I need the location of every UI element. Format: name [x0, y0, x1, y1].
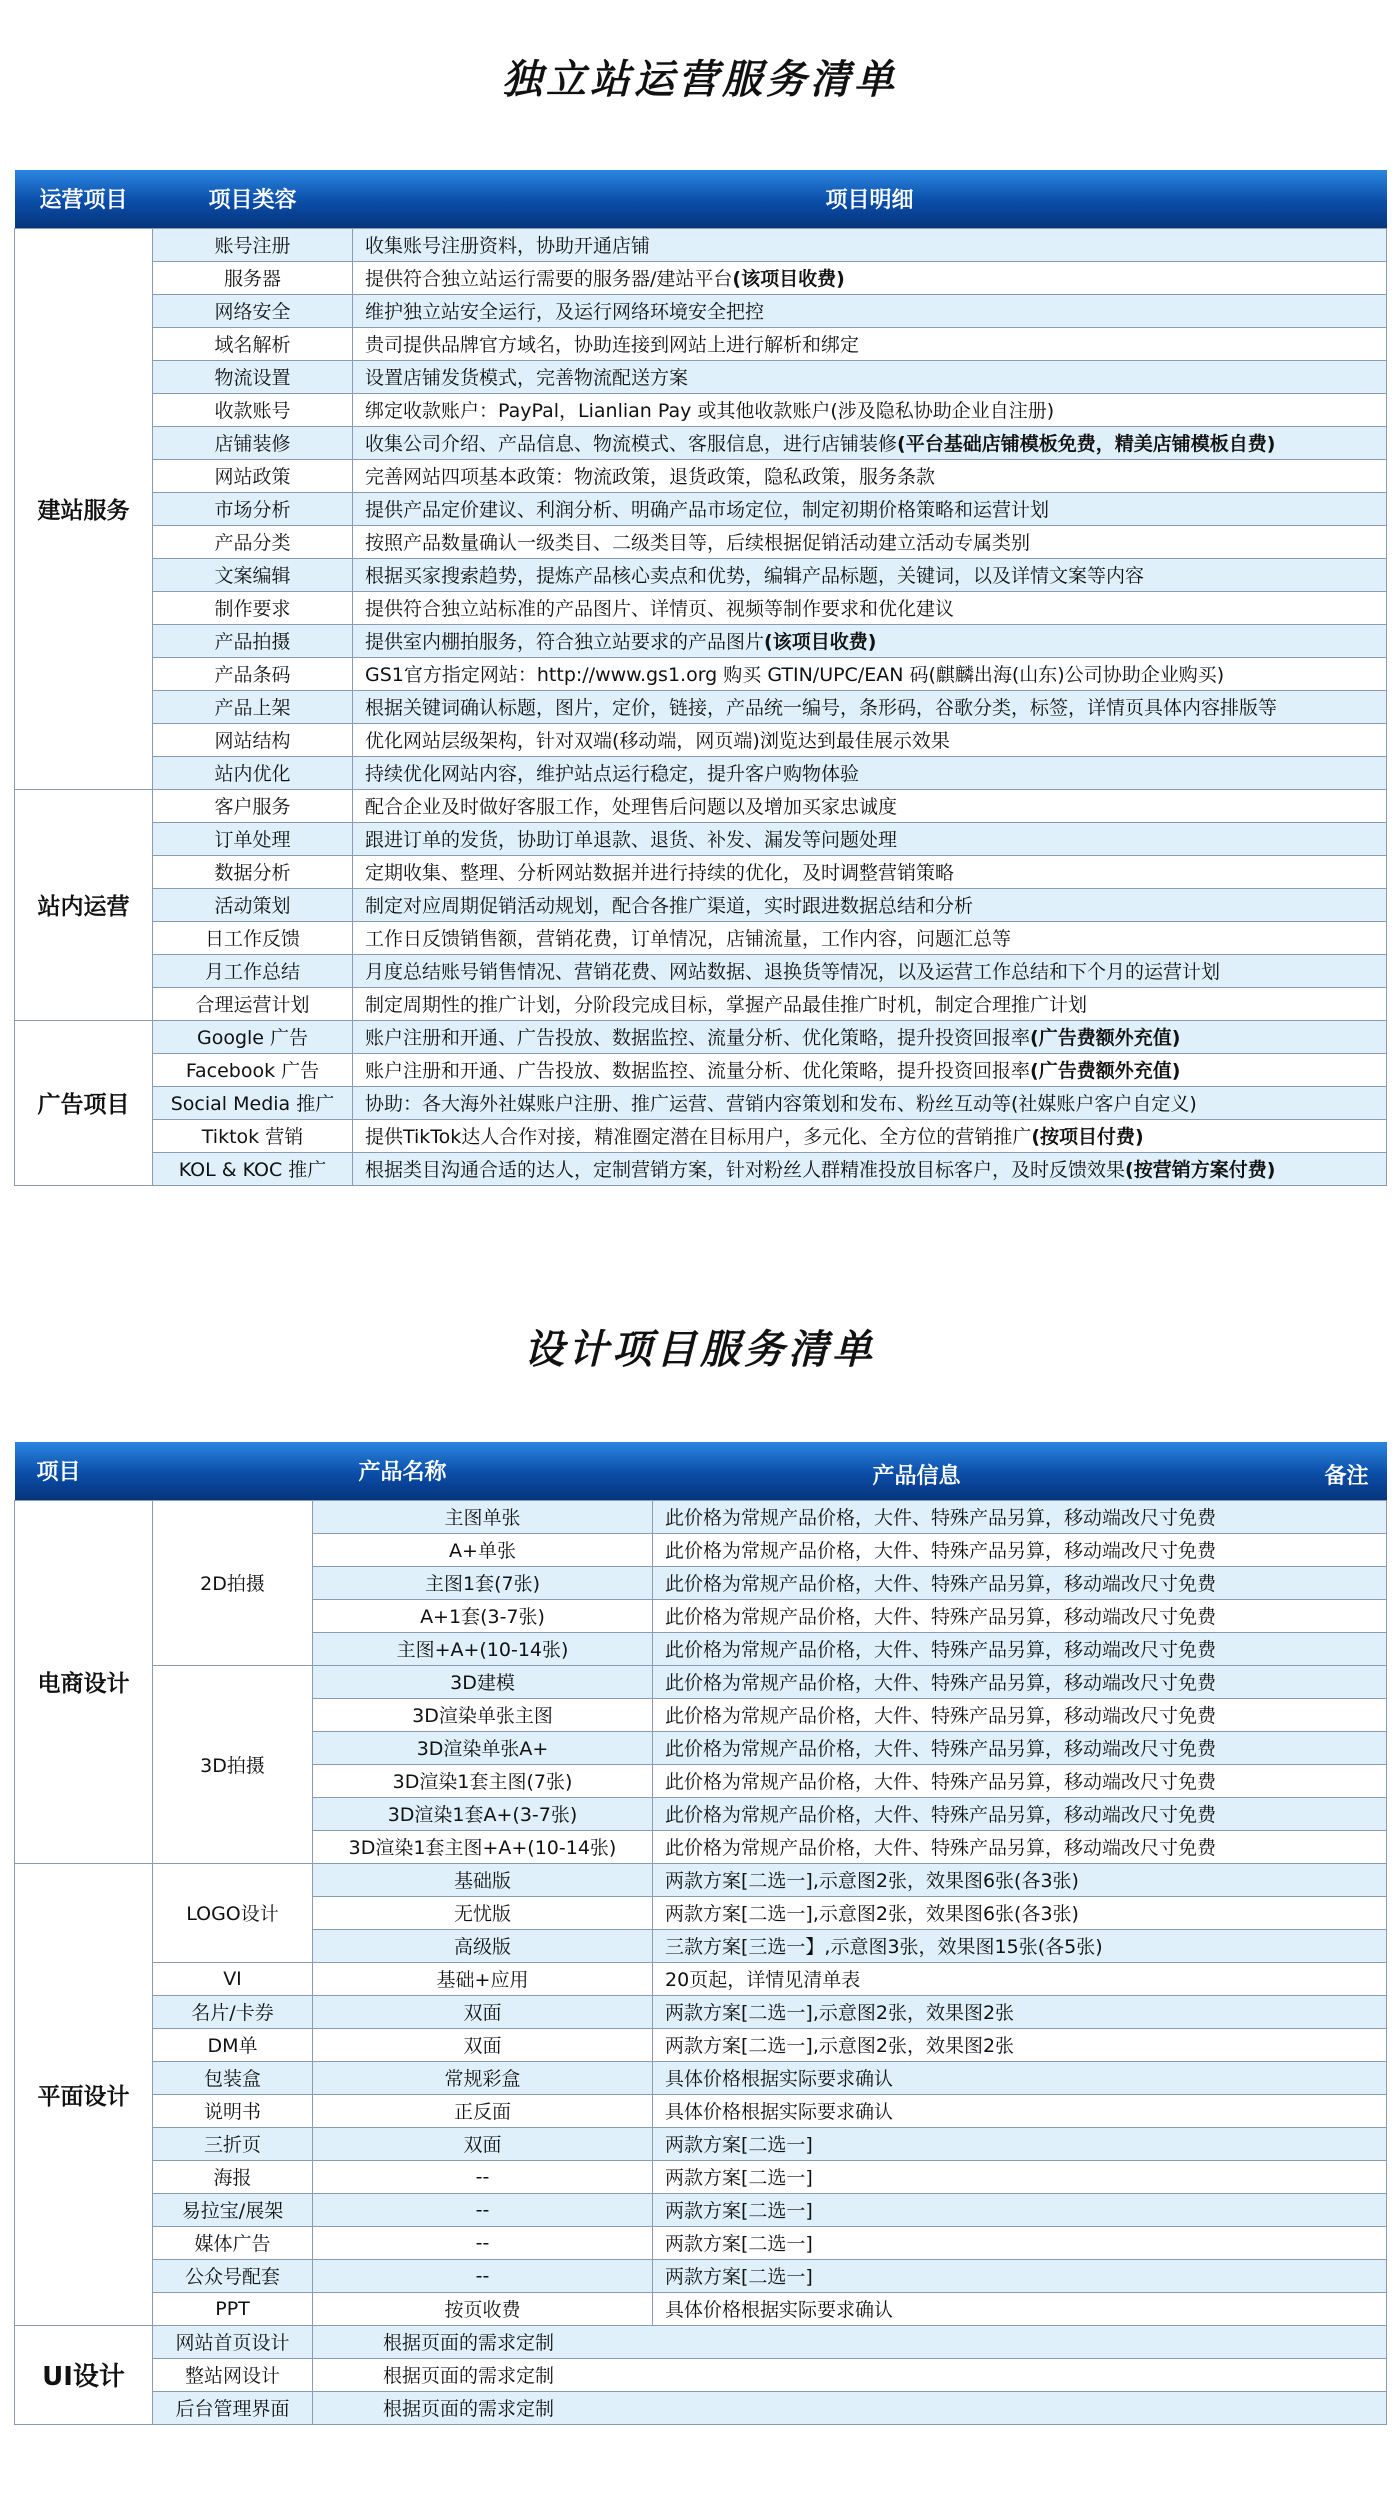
- table-row: [15, 1086, 1387, 1119]
- detail-emphasis: (按项目付费): [1031, 1126, 1144, 1148]
- header-project: 项目: [15, 1442, 153, 1500]
- detail-text: 设置店铺发货模式，完善物流配送方案: [365, 367, 689, 389]
- detail-cell: [353, 492, 1387, 525]
- item-cell: 收款账号: [153, 393, 353, 426]
- detail-text: 根据类目沟通合适的达人，定制营销方案，针对粉丝人群精准投放目标客户，及时反馈效果: [365, 1159, 1126, 1181]
- table-row: [15, 2193, 1387, 2226]
- info-cell: 两款方案[二选一],示意图2张，效果图6张(各3张): [653, 1863, 1387, 1896]
- table-row: [15, 1665, 1387, 1698]
- detail-cell: [353, 624, 1387, 657]
- design-service-table: [14, 1442, 1387, 2425]
- product-cell: 无忧版: [313, 1896, 653, 1929]
- table-row: [15, 822, 1387, 855]
- detail-cell: [353, 228, 1387, 261]
- detail-text: 维护独立站安全运行，及运行网络环境安全把控: [365, 301, 765, 323]
- table-row: [15, 2061, 1387, 2094]
- detail-cell: [353, 393, 1387, 426]
- table-row: [15, 360, 1387, 393]
- table-header-row: [15, 170, 1387, 228]
- product-cell: 高级版: [313, 1929, 653, 1962]
- detail-text: 提供产品定价建议、利润分析、明确产品市场定位，制定初期价格策略和运营计划: [365, 499, 1050, 521]
- category-cell: 电商设计: [15, 1500, 153, 1863]
- subcategory-cell: 后台管理界面: [153, 2391, 313, 2424]
- info-cell: 此价格为常规产品价格，大件、特殊产品另算，移动端改尺寸免费: [653, 1599, 1387, 1632]
- table-row: [15, 756, 1387, 789]
- detail-cell: [353, 822, 1387, 855]
- detail-emphasis: (该项目收费): [732, 268, 845, 290]
- product-cell: 3D渲染1套A+(3-7张): [313, 1797, 653, 1830]
- info-cell: 两款方案[二选一],示意图2张，效果图2张: [653, 2028, 1387, 2061]
- detail-text: 按照产品数量确认一级类目、二级类目等，后续根据促销活动建立活动专属类别: [365, 532, 1031, 554]
- product-cell: --: [313, 2259, 653, 2292]
- table-row: [15, 426, 1387, 459]
- detail-cell: [353, 1053, 1387, 1086]
- table-row: [15, 855, 1387, 888]
- detail-cell: [353, 921, 1387, 954]
- detail-text: 账户注册和开通、广告投放、数据监控、流量分析、优化策略，提升投资回报率: [365, 1027, 1031, 1049]
- info-cell: 此价格为常规产品价格，大件、特殊产品另算，移动端改尺寸免费: [653, 1632, 1387, 1665]
- table-row: [15, 2226, 1387, 2259]
- info-cell: 此价格为常规产品价格，大件、特殊产品另算，移动端改尺寸免费: [653, 1731, 1387, 1764]
- table-row: [15, 1119, 1387, 1152]
- item-cell: 物流设置: [153, 360, 353, 393]
- detail-cell: [353, 327, 1387, 360]
- detail-emphasis: (广告费额外充值): [1030, 1027, 1181, 1049]
- item-cell: 网站政策: [153, 459, 353, 492]
- item-cell: 站内优化: [153, 756, 353, 789]
- table-row: [15, 2094, 1387, 2127]
- category-cell: 平面设计: [15, 1863, 153, 2325]
- detail-cell: [353, 459, 1387, 492]
- detail-text: 账户注册和开通、广告投放、数据监控、流量分析、优化策略，提升投资回报率: [365, 1060, 1031, 1082]
- item-cell: Facebook 广告: [153, 1053, 353, 1086]
- table-row: [15, 1053, 1387, 1086]
- table-row: [15, 558, 1387, 591]
- detail-text: GS1官方指定网站：http://www.gs1.org 购买 GTIN/UPC/EAN 码(麒麟出海(山东)公司协助企业购买): [365, 664, 1225, 686]
- info-cell: 两款方案[二选一]: [653, 2259, 1387, 2292]
- info-cell: 此价格为常规产品价格，大件、特殊产品另算，移动端改尺寸免费: [653, 1533, 1387, 1566]
- product-cell: 3D渲染1套主图+A+(10-14张): [313, 1830, 653, 1863]
- info-cell: 此价格为常规产品价格，大件、特殊产品另算，移动端改尺寸免费: [653, 1566, 1387, 1599]
- info-cell: 三款方案[三选一】,示意图3张，效果图15张(各5张): [653, 1929, 1387, 1962]
- detail-cell: [353, 426, 1387, 459]
- info-cell: 此价格为常规产品价格，大件、特殊产品另算，移动端改尺寸免费: [653, 1830, 1387, 1863]
- detail-emphasis: (按营销方案付费): [1125, 1159, 1276, 1181]
- detail-text: 提供室内棚拍服务，符合独立站要求的产品图片: [365, 631, 765, 653]
- detail-text: 根据关键词确认标题，图片，定价，链接，产品统一编号，条形码，谷歌分类，标签，详情页具体内容排版等: [365, 697, 1278, 719]
- product-cell: --: [313, 2226, 653, 2259]
- table-row: [15, 492, 1387, 525]
- detail-cell: [353, 987, 1387, 1020]
- operation-list-title: 独立站运营服务清单: [502, 57, 898, 103]
- table-row: [15, 888, 1387, 921]
- detail-text: 收集公司介绍、产品信息、物流模式、客服信息，进行店铺装修: [365, 433, 898, 455]
- info-cell: 此价格为常规产品价格，大件、特殊产品另算，移动端改尺寸免费: [653, 1764, 1387, 1797]
- table-row: [15, 1152, 1387, 1185]
- table-row: [15, 690, 1387, 723]
- product-cell: 双面: [313, 2028, 653, 2061]
- detail-cell: [353, 591, 1387, 624]
- category-cell: UI设计: [15, 2325, 153, 2424]
- item-cell: Tiktok 营销: [153, 1119, 353, 1152]
- item-cell: Google 广告: [153, 1020, 353, 1053]
- product-cell: 正反面: [313, 2094, 653, 2127]
- table-row: [15, 2127, 1387, 2160]
- table-row: [15, 1020, 1387, 1053]
- operation-service-table: [14, 170, 1387, 1186]
- detail-text: 月度总结账号销售情况、营销花费、网站数据、退换货等情况，以及运营工作总结和下个月的运营计划: [365, 961, 1221, 983]
- detail-text: 根据买家搜索趋势，提炼产品核心卖点和优势，编辑产品标题，关键词，以及详情文案等内容: [365, 565, 1145, 587]
- info-cell: 两款方案[二选一],示意图2张，效果图6张(各3张): [653, 1896, 1387, 1929]
- table-row: [15, 2028, 1387, 2061]
- info-cell: 根据页面的需求定制: [313, 2358, 1387, 2391]
- product-cell: 双面: [313, 1995, 653, 2028]
- table-row: [15, 789, 1387, 822]
- detail-cell: [353, 789, 1387, 822]
- header-product-info-label: 产品信息: [872, 1464, 961, 1489]
- header-item-content: 项目类容: [153, 170, 353, 228]
- product-cell: 基础+应用: [313, 1962, 653, 1995]
- info-cell: 此价格为常规产品价格，大件、特殊产品另算，移动端改尺寸免费: [653, 1665, 1387, 1698]
- info-cell: 两款方案[二选一]: [653, 2160, 1387, 2193]
- info-cell: 此价格为常规产品价格，大件、特殊产品另算，移动端改尺寸免费: [653, 1698, 1387, 1731]
- subcategory-cell: 公众号配套: [153, 2259, 313, 2292]
- product-cell: 双面: [313, 2127, 653, 2160]
- detail-emphasis: (平台基础店铺模板免费，精美店铺模板自费): [897, 433, 1276, 455]
- detail-emphasis: (广告费额外充值): [1030, 1060, 1181, 1082]
- item-cell: 产品条码: [153, 657, 353, 690]
- header-product-name: 产品名称: [153, 1442, 653, 1500]
- detail-cell: [353, 360, 1387, 393]
- table-row: [15, 624, 1387, 657]
- detail-cell: [353, 954, 1387, 987]
- subcategory-cell: 媒体广告: [153, 2226, 313, 2259]
- subcategory-cell: 名片/卡券: [153, 1995, 313, 2028]
- design-list-title: 设计项目服务清单: [524, 1327, 876, 1373]
- item-cell: KOL & KOC 推广: [153, 1152, 353, 1185]
- detail-text: 完善网站四项基本政策：物流政策，退货政策，隐私政策，服务条款: [365, 466, 936, 488]
- table-row: [15, 2292, 1387, 2325]
- subcategory-cell: DM单: [153, 2028, 313, 2061]
- detail-cell: [353, 888, 1387, 921]
- detail-text: 跟进订单的发货，协助订单退款、退货、补发、漏发等问题处理: [365, 829, 898, 851]
- header-item-detail: 项目明细: [353, 170, 1387, 228]
- product-cell: 常规彩盒: [313, 2061, 653, 2094]
- subcategory-cell: LOGO设计: [153, 1863, 313, 1962]
- subcategory-cell: VI: [153, 1962, 313, 1995]
- product-cell: A+单张: [313, 1533, 653, 1566]
- product-cell: 3D渲染单张主图: [313, 1698, 653, 1731]
- subcategory-cell: 说明书: [153, 2094, 313, 2127]
- item-cell: 域名解析: [153, 327, 353, 360]
- detail-cell: [353, 1152, 1387, 1185]
- detail-text: 提供符合独立站运行需要的服务器/建站平台: [365, 268, 733, 290]
- item-cell: 数据分析: [153, 855, 353, 888]
- item-cell: 网站结构: [153, 723, 353, 756]
- detail-text: 提供TikTok达人合作对接，精准圈定潜在目标用户，多元化、全方位的营销推广: [365, 1126, 1032, 1148]
- detail-cell: [353, 261, 1387, 294]
- item-cell: 产品拍摄: [153, 624, 353, 657]
- table-row: [15, 1962, 1387, 1995]
- info-cell: 具体价格根据实际要求确认: [653, 2292, 1387, 2325]
- product-cell: 3D渲染单张A+: [313, 1731, 653, 1764]
- detail-cell: [353, 1086, 1387, 1119]
- info-cell: 具体价格根据实际要求确认: [653, 2061, 1387, 2094]
- detail-cell: [353, 756, 1387, 789]
- detail-text: 定期收集、整理、分析网站数据并进行持续的优化，及时调整营销策略: [365, 862, 955, 884]
- detail-emphasis: (该项目收费): [764, 631, 877, 653]
- subcategory-cell: 3D拍摄: [153, 1665, 313, 1863]
- detail-cell: [353, 1020, 1387, 1053]
- product-cell: 主图1套(7张): [313, 1566, 653, 1599]
- detail-text: 配合企业及时做好客服工作，处理售后问题以及增加买家忠诚度: [365, 796, 898, 818]
- detail-cell: [353, 294, 1387, 327]
- detail-text: 绑定收款账户：PayPal，Lianlian Pay 或其他收款账户(涉及隐私协助企业自注册): [365, 400, 1055, 422]
- item-cell: 网络安全: [153, 294, 353, 327]
- detail-cell: [353, 657, 1387, 690]
- category-cell: 广告项目: [15, 1020, 153, 1185]
- item-cell: 制作要求: [153, 591, 353, 624]
- subcategory-cell: PPT: [153, 2292, 313, 2325]
- product-cell: 主图+A+(10-14张): [313, 1632, 653, 1665]
- detail-cell: [353, 525, 1387, 558]
- info-cell: 具体价格根据实际要求确认: [653, 2094, 1387, 2127]
- subcategory-cell: 网站首页设计: [153, 2325, 313, 2358]
- table-row: [15, 1863, 1387, 1896]
- detail-cell: [353, 558, 1387, 591]
- table-row: [15, 2325, 1387, 2358]
- detail-text: 提供符合独立站标准的产品图片、详情页、视频等制作要求和优化建议: [365, 598, 955, 620]
- table-row: [15, 393, 1387, 426]
- item-cell: 客户服务: [153, 789, 353, 822]
- item-cell: 市场分析: [153, 492, 353, 525]
- table-row: [15, 459, 1387, 492]
- item-cell: Social Media 推广: [153, 1086, 353, 1119]
- detail-text: 协助：各大海外社媒账户注册、推广运营、营销内容策划和发布、粉丝互动等(社媒账户客户自定义): [365, 1093, 1197, 1115]
- table-row: [15, 954, 1387, 987]
- product-cell: --: [313, 2160, 653, 2193]
- product-cell: --: [313, 2193, 653, 2226]
- info-cell: 两款方案[二选一]: [653, 2226, 1387, 2259]
- subcategory-cell: 2D拍摄: [153, 1500, 313, 1665]
- detail-text: 制定周期性的推广计划，分阶段完成目标，掌握产品最佳推广时机，制定合理推广计划: [365, 994, 1088, 1016]
- table-row: [15, 657, 1387, 690]
- detail-cell: [353, 723, 1387, 756]
- subcategory-cell: 包装盒: [153, 2061, 313, 2094]
- table-row: [15, 294, 1387, 327]
- detail-cell: [353, 690, 1387, 723]
- item-cell: 店铺装修: [153, 426, 353, 459]
- table-row: [15, 723, 1387, 756]
- item-cell: 产品分类: [153, 525, 353, 558]
- detail-text: 收集账号注册资料，协助开通店铺: [365, 235, 651, 257]
- header-product-info: [653, 1442, 1387, 1500]
- detail-cell: [353, 855, 1387, 888]
- detail-text: 持续优化网站内容，维护站点运行稳定，提升客户购物体验: [365, 763, 860, 785]
- product-cell: 3D建模: [313, 1665, 653, 1698]
- table-row: [15, 2391, 1387, 2424]
- item-cell: 订单处理: [153, 822, 353, 855]
- product-cell: A+1套(3-7张): [313, 1599, 653, 1632]
- product-cell: 主图单张: [313, 1500, 653, 1533]
- table-header-row: [15, 1442, 1387, 1500]
- item-cell: 账号注册: [153, 228, 353, 261]
- info-cell: 此价格为常规产品价格，大件、特殊产品另算，移动端改尺寸免费: [653, 1797, 1387, 1830]
- item-cell: 月工作总结: [153, 954, 353, 987]
- category-cell: 站内运营: [15, 789, 153, 1020]
- item-cell: 合理运营计划: [153, 987, 353, 1020]
- info-cell: 两款方案[二选一]: [653, 2193, 1387, 2226]
- info-cell: 两款方案[二选一],示意图2张，效果图2张: [653, 1995, 1387, 2028]
- detail-text: 工作日反馈销售额，营销花费，订单情况，店铺流量，工作内容，问题汇总等: [365, 928, 1012, 950]
- table-row: [15, 228, 1387, 261]
- detail-text: 优化网站层级架构，针对双端(移动端，网页端)浏览达到最佳展示效果: [365, 730, 950, 752]
- item-cell: 产品上架: [153, 690, 353, 723]
- table-row: [15, 327, 1387, 360]
- table-row: [15, 2358, 1387, 2391]
- subcategory-cell: 海报: [153, 2160, 313, 2193]
- info-cell: 此价格为常规产品价格，大件、特殊产品另算，移动端改尺寸免费: [653, 1500, 1387, 1533]
- table-row: [15, 921, 1387, 954]
- detail-text: 制定对应周期促销活动规划，配合各推广渠道，实时跟进数据总结和分析: [365, 895, 974, 917]
- info-cell: 20页起，详情见清单表: [653, 1962, 1387, 1995]
- item-cell: 服务器: [153, 261, 353, 294]
- table-row: [15, 1500, 1387, 1533]
- table-row: [15, 525, 1387, 558]
- info-cell: 根据页面的需求定制: [313, 2391, 1387, 2424]
- table-row: [15, 2160, 1387, 2193]
- item-cell: 活动策划: [153, 888, 353, 921]
- info-cell: 根据页面的需求定制: [313, 2325, 1387, 2358]
- subcategory-cell: 三折页: [153, 2127, 313, 2160]
- product-cell: 按页收费: [313, 2292, 653, 2325]
- table-row: [15, 987, 1387, 1020]
- subcategory-cell: 易拉宝/展架: [153, 2193, 313, 2226]
- info-cell: 两款方案[二选一]: [653, 2127, 1387, 2160]
- header-remarks: 备注: [1324, 1464, 1369, 1489]
- item-cell: 文案编辑: [153, 558, 353, 591]
- detail-text: 贵司提供品牌官方域名，协助连接到网站上进行解析和绑定: [365, 334, 860, 356]
- subcategory-cell: 整站网设计: [153, 2358, 313, 2391]
- table-row: [15, 1995, 1387, 2028]
- item-cell: 日工作反馈: [153, 921, 353, 954]
- product-cell: 基础版: [313, 1863, 653, 1896]
- table-row: [15, 591, 1387, 624]
- header-operation-item: 运营项目: [15, 170, 153, 228]
- table-row: [15, 261, 1387, 294]
- category-cell: 建站服务: [15, 228, 153, 789]
- table-row: [15, 2259, 1387, 2292]
- detail-cell: [353, 1119, 1387, 1152]
- product-cell: 3D渲染1套主图(7张): [313, 1764, 653, 1797]
